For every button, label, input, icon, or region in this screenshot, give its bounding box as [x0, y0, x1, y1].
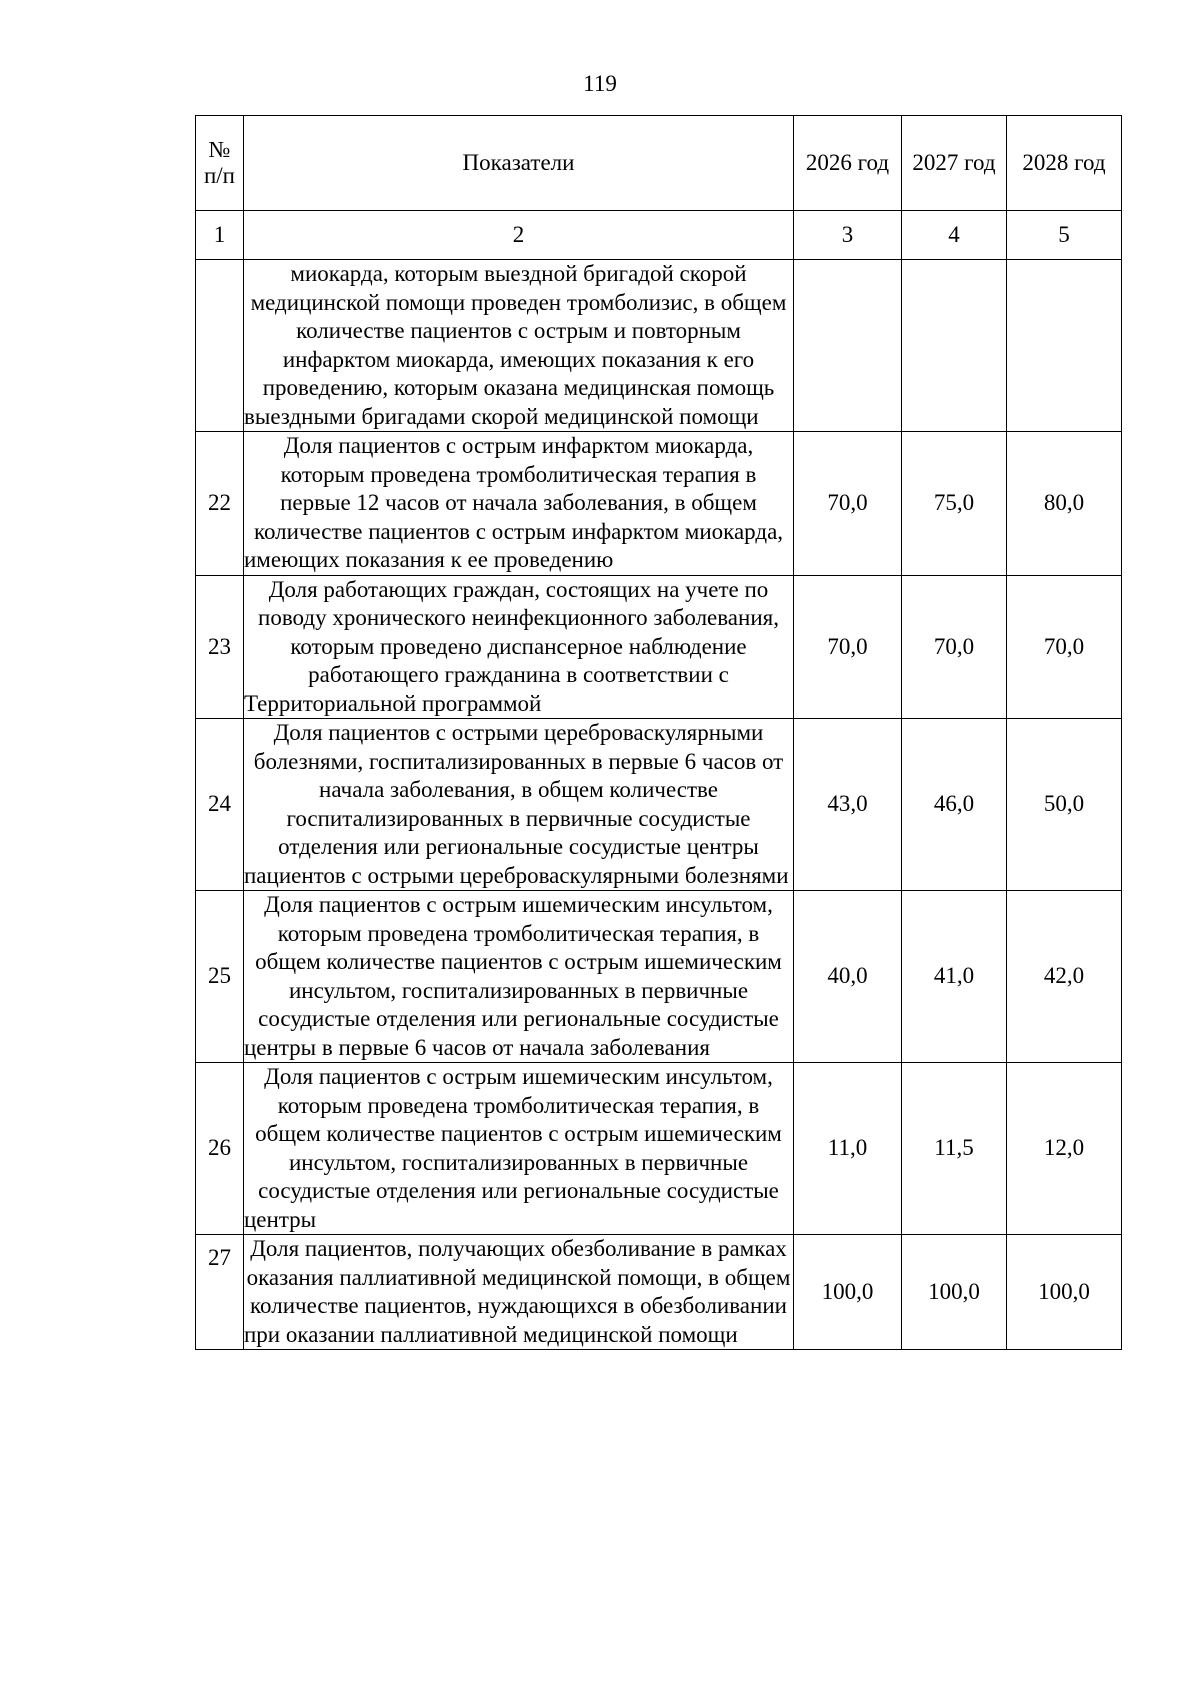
page-number: 119 [583, 71, 617, 96]
header-indicator: Показатели [244, 116, 794, 211]
header-num-symbol: № [208, 137, 231, 162]
row-value-2027: 70,0 [902, 575, 1007, 719]
table-row [196, 432, 1122, 576]
header-num-abbr: п/п [203, 163, 235, 188]
row-value-2027: 75,0 [902, 432, 1007, 576]
table-row [196, 719, 1122, 891]
row-indicator-text: Доля пациентов с острыми цереброваскулярными болезнями, госпитализированных в первые 6 часов от начала заболевания, в общем количестве госпитализированных в первичные сосудистые отделения или региональные сосудистые центры пациентов с острыми цереброваскулярными болезнями [244, 719, 794, 891]
row-value-2028: 50,0 [1007, 719, 1122, 891]
header-year-2026: 2026 год [794, 116, 902, 211]
row-indicator-text: Доля пациентов с острым ишемическим инсультом, которым проведена тромболитическая терапия, в общем количестве пациентов с острым ишемическим инсультом, госпитализированных в первичные сосудистые отделения или региональные сосудистые центры в первые 6 часов от начала заболевания [244, 891, 794, 1063]
row-number: 23 [196, 575, 244, 719]
table-header-row [196, 116, 1122, 211]
row-value-2028: 42,0 [1007, 891, 1122, 1063]
row-value-2027 [902, 260, 1007, 432]
row-value-2026: 70,0 [794, 575, 902, 719]
table-row [196, 575, 1122, 719]
column-number: 1 [196, 211, 244, 260]
header-year-2028: 2028 год [1007, 116, 1122, 211]
row-indicator-text: Доля работающих граждан, состоящих на учете по поводу хронического неинфекционного заболевания, которым проведено диспансерное наблюдение работающего гражданина в соответствии с Территориальной программой [244, 575, 794, 719]
row-value-2028: 80,0 [1007, 432, 1122, 576]
header-num [196, 116, 244, 211]
row-value-2028 [1007, 260, 1122, 432]
row-value-2028: 70,0 [1007, 575, 1122, 719]
row-value-2026 [794, 260, 902, 432]
table-row [196, 1063, 1122, 1235]
row-value-2026: 11,0 [794, 1063, 902, 1235]
table-row [196, 891, 1122, 1063]
row-number: 26 [196, 1063, 244, 1235]
row-value-2026: 70,0 [794, 432, 902, 576]
header-year-2027: 2027 год [902, 116, 1007, 211]
row-value-2028: 12,0 [1007, 1063, 1122, 1235]
row-value-2027: 11,5 [902, 1063, 1007, 1235]
row-value-2026: 40,0 [794, 891, 902, 1063]
column-number: 5 [1007, 211, 1122, 260]
row-value-2027: 41,0 [902, 891, 1007, 1063]
table-row [196, 260, 1122, 432]
row-indicator-text: миокарда, которым выездной бригадой скорой медицинской помощи проведен тромболизис, в общем количестве пациентов с острым и повторным инфарктом миокарда, имеющих показания к его проведению, которым оказана медицинская помощь выездными бригадами скорой медицинской помощи [244, 260, 794, 432]
indicators-table [195, 115, 1122, 1350]
column-number: 4 [902, 211, 1007, 260]
row-indicator-text: Доля пациентов с острым ишемическим инсультом, которым проведена тромболитическая терапия, в общем количестве пациентов с острым ишемическим инсультом, госпитализированных в первичные сосудистые отделения или региональные сосудистые центры [244, 1063, 794, 1235]
row-indicator-text: Доля пациентов, получающих обезболивание в рамках оказания паллиативной медицинской помощи, в общем количестве пациентов, нуждающихся в обезболивании при оказании паллиативной медицинской помощи [244, 1235, 794, 1350]
row-value-2026: 100,0 [794, 1235, 902, 1350]
row-number: 27 [196, 1235, 244, 1350]
row-indicator-text: Доля пациентов с острым инфарктом миокарда, которым проведена тромболитическая терапия в первые 12 часов от начала заболевания, в общем количестве пациентов с острым инфарктом миокарда, имеющих показания к ее проведению [244, 432, 794, 576]
row-value-2027: 46,0 [902, 719, 1007, 891]
row-value-2027: 100,0 [902, 1235, 1007, 1350]
column-number: 3 [794, 211, 902, 260]
row-number [196, 260, 244, 432]
column-numbers-row [196, 211, 1122, 260]
row-value-2026: 43,0 [794, 719, 902, 891]
row-number: 25 [196, 891, 244, 1063]
row-number: 24 [196, 719, 244, 891]
row-value-2028: 100,0 [1007, 1235, 1122, 1350]
table-row [196, 1235, 1122, 1350]
row-number: 22 [196, 432, 244, 576]
column-number: 2 [244, 211, 794, 260]
